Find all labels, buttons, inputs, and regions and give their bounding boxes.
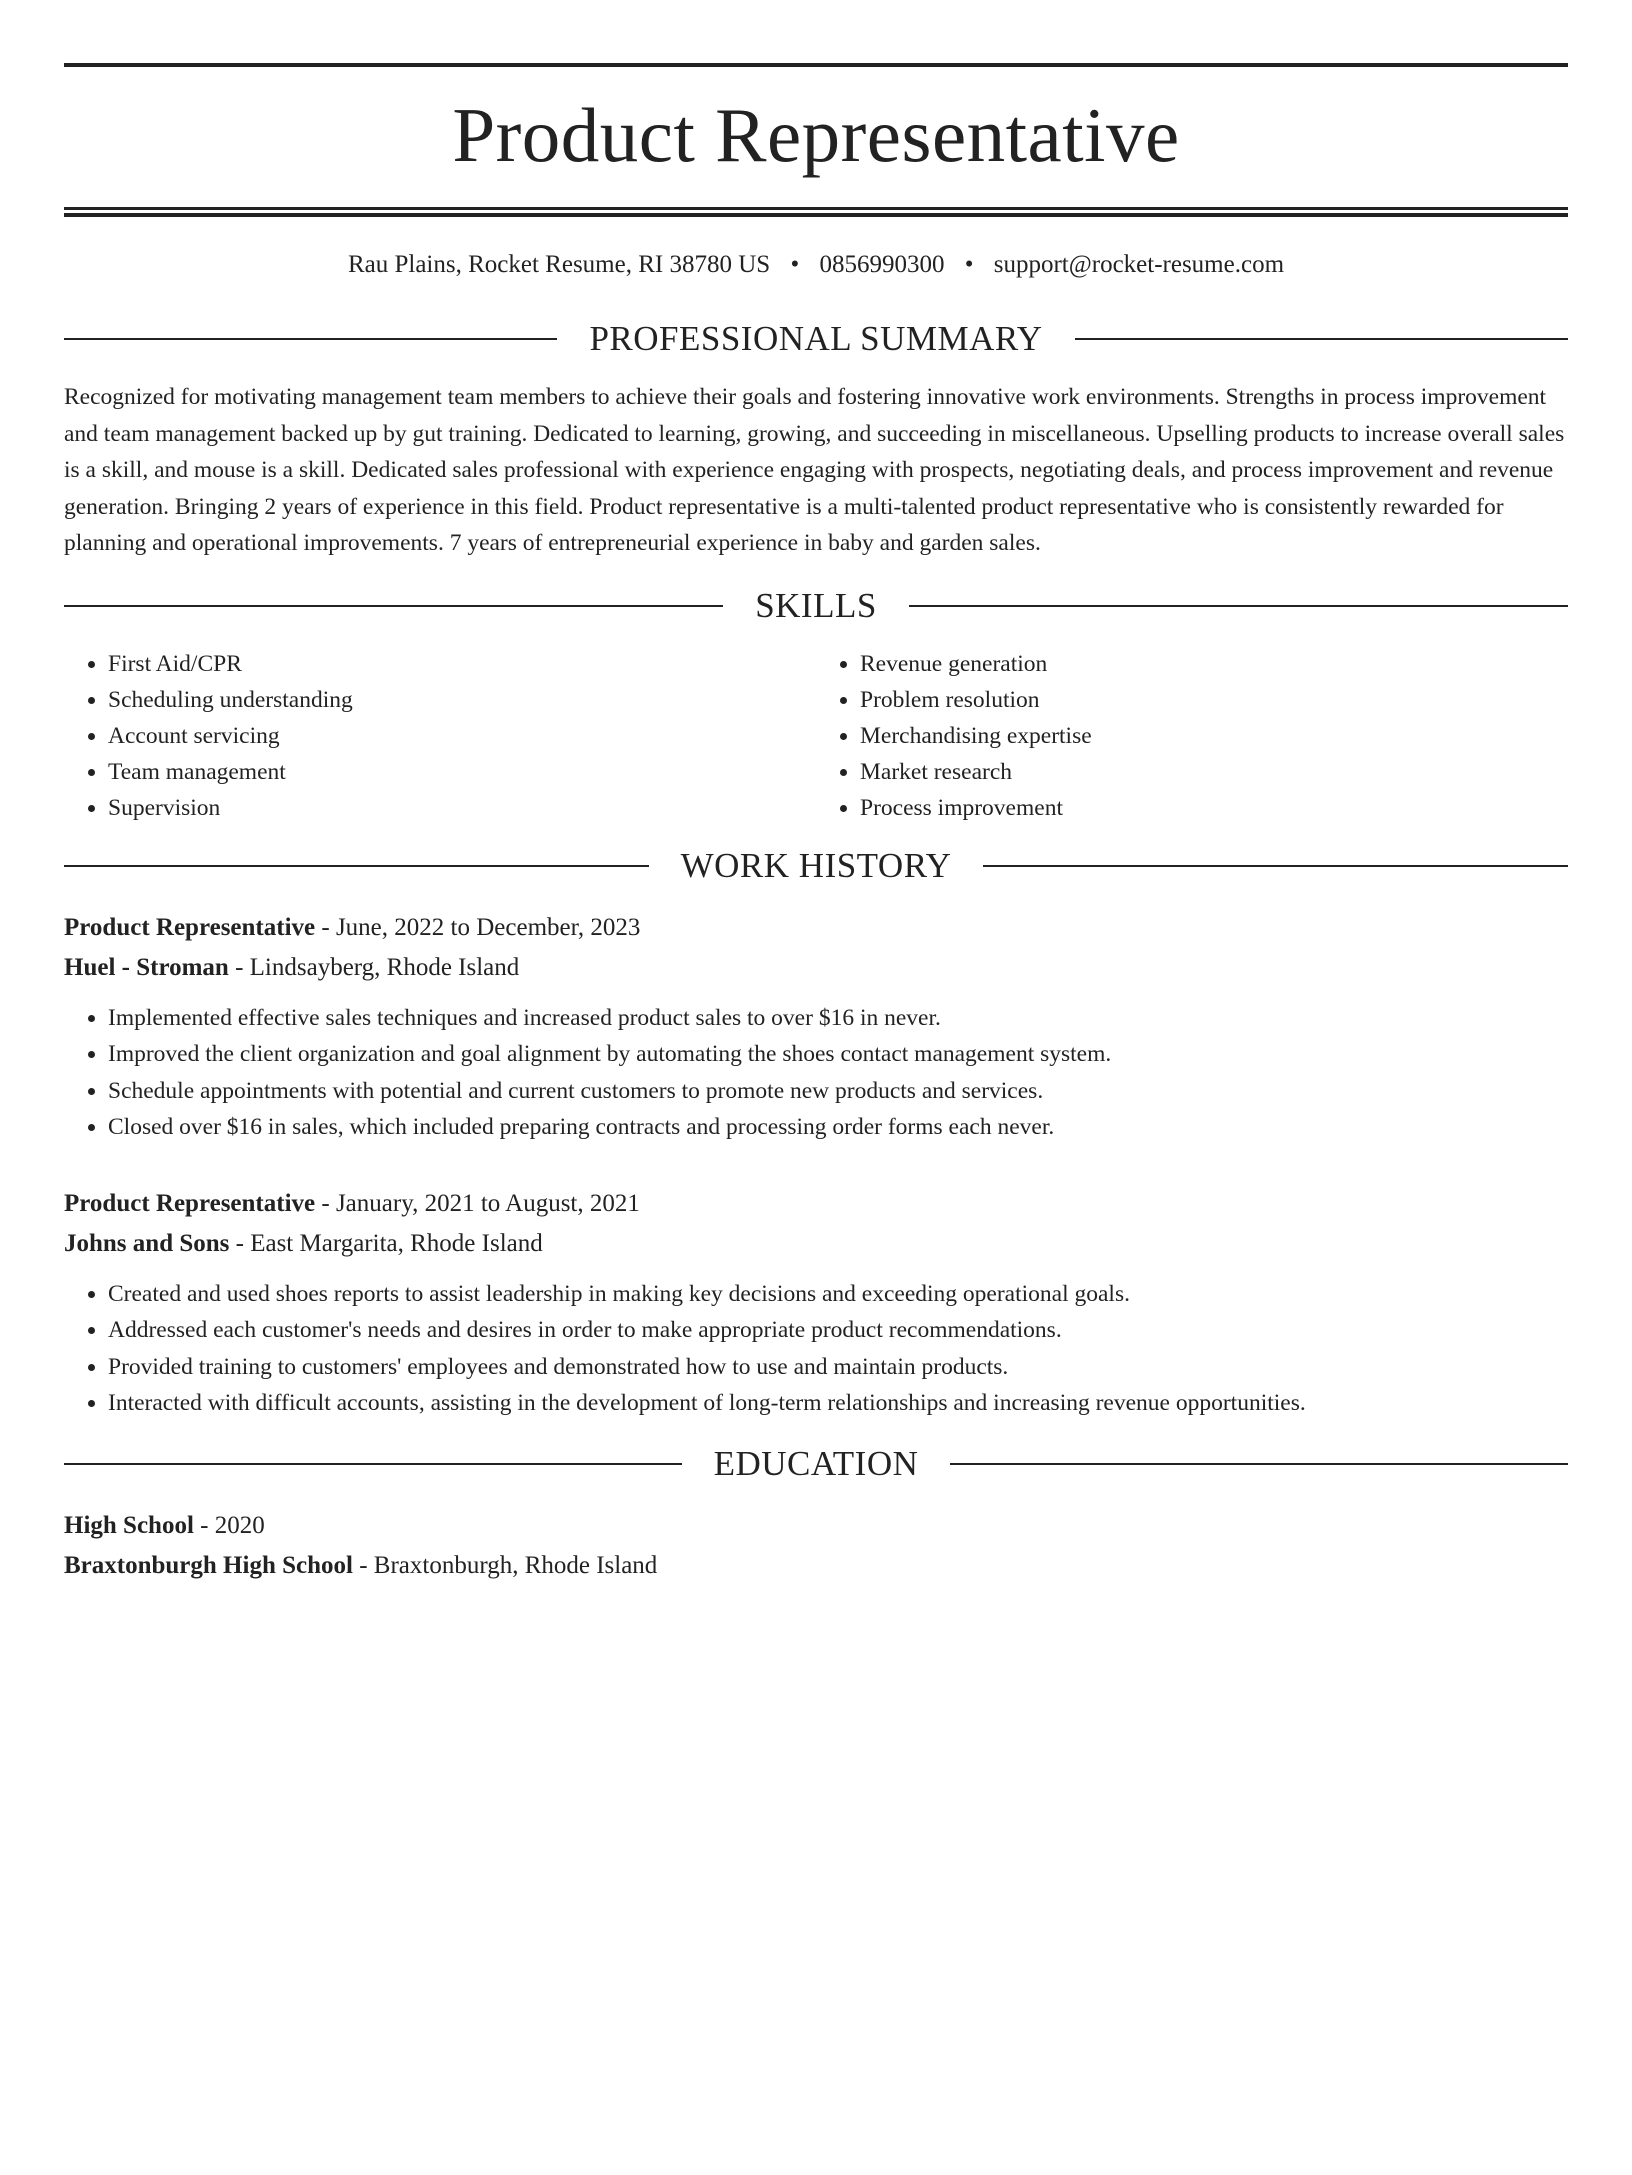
job-title: Product Representative bbox=[64, 1189, 316, 1217]
summary-text: Recognized for motivating management team members to achieve their goals and fostering innovative work environments. Strengths in process improvement and team management backed up by gut training. Dedicated to learning, growing, and succeeding in miscellaneous. Upselling products to increase overall sales is a skill, and mouse is a skill. Dedicated sales professional with experience engaging with prospects, negotiating deals, and process improvement and revenue generation. Bringing 2 years of experience in this field. Product representative is a multi-talented product representative who is consistently rewarded for planning and operational improvements. 7 years of entrepreneurial experience in baby and garden sales. bbox=[64, 384, 1565, 556]
title-double-rule bbox=[64, 207, 1568, 217]
contact-email: support@rocket-resume.com bbox=[993, 251, 1285, 278]
section-rule-right bbox=[983, 865, 1568, 867]
summary-section-header bbox=[64, 317, 1568, 361]
job-bullets bbox=[64, 1000, 1568, 1146]
section-rule-left bbox=[64, 338, 557, 340]
job-bullet: • Closed over $16 in sales, which included preparing contracts and processing order forms each never. bbox=[108, 1109, 1568, 1146]
skills-column-left bbox=[64, 646, 816, 826]
skill-item: • Account servicing bbox=[108, 718, 816, 754]
skill-item: • Process improvement bbox=[860, 790, 1568, 826]
education-school: Braxtonburgh High School bbox=[64, 1551, 353, 1579]
job-company: Huel - Stroman bbox=[64, 953, 229, 981]
job-company-line bbox=[64, 1224, 1568, 1264]
job-entry bbox=[64, 1184, 1568, 1422]
contact-phone: 0856990300 bbox=[819, 251, 945, 278]
job-bullet: • Provided training to customers' employees and demonstrated how to use and maintain products. bbox=[108, 1349, 1568, 1386]
skill-item: • Supervision bbox=[108, 790, 816, 826]
education-year: - 2020 bbox=[193, 1511, 265, 1539]
job-bullet: • Schedule appointments with potential and current customers to promote new products and services. bbox=[108, 1073, 1568, 1110]
summary-heading: PROFESSIONAL SUMMARY bbox=[589, 319, 1043, 358]
job-bullet: • Addressed each customer's needs and desires in order to make appropriate product recommendations. bbox=[108, 1312, 1568, 1349]
job-location: - Lindsayberg, Rhode Island bbox=[228, 953, 520, 981]
job-bullet: • Created and used shoes reports to assist leadership in making key decisions and exceeding operational goals. bbox=[108, 1276, 1568, 1313]
skill-item: • Scheduling understanding bbox=[108, 682, 816, 718]
top-rule bbox=[64, 63, 1568, 67]
job-bullet: • Improved the client organization and goal alignment by automating the shoes contact management system. bbox=[108, 1036, 1568, 1073]
work-section-header bbox=[64, 844, 1568, 888]
job-title-line bbox=[64, 1184, 1568, 1224]
contact-separator: • bbox=[964, 251, 974, 278]
job-entry bbox=[64, 908, 1568, 1146]
job-dates: - June, 2022 to December, 2023 bbox=[315, 913, 641, 941]
education-location: - Braxtonburgh, Rhode Island bbox=[352, 1551, 658, 1579]
resume-title: Product Representative bbox=[452, 92, 1180, 178]
job-company: Johns and Sons bbox=[64, 1229, 230, 1257]
job-bullet: • Implemented effective sales techniques and increased product sales to over $16 in never. bbox=[108, 1000, 1568, 1037]
education-section-header bbox=[64, 1442, 1568, 1486]
skill-item: • Problem resolution bbox=[860, 682, 1568, 718]
education-school-line bbox=[64, 1546, 1568, 1586]
contact-separator: • bbox=[790, 251, 800, 278]
resume-page bbox=[0, 63, 1632, 2175]
skill-item: • Team management bbox=[108, 754, 816, 790]
skill-item: • First Aid/CPR bbox=[108, 646, 816, 682]
skills-list bbox=[64, 646, 1568, 826]
contact-address: Rau Plains, Rocket Resume, RI 38780 US bbox=[347, 251, 771, 278]
education-degree: High School bbox=[64, 1511, 194, 1539]
section-rule-left bbox=[64, 865, 649, 867]
job-bullets bbox=[64, 1276, 1568, 1422]
skill-item: • Merchandising expertise bbox=[860, 718, 1568, 754]
section-rule-right bbox=[909, 605, 1568, 607]
job-title-line bbox=[64, 908, 1568, 948]
contact-line bbox=[64, 249, 1568, 281]
skill-item: • Revenue generation bbox=[860, 646, 1568, 682]
skills-heading: SKILLS bbox=[755, 585, 877, 625]
work-heading: WORK HISTORY bbox=[680, 845, 952, 885]
education-degree-line bbox=[64, 1506, 1568, 1546]
section-rule-left bbox=[64, 1463, 682, 1465]
education-heading: EDUCATION bbox=[713, 1443, 919, 1483]
section-rule-left bbox=[64, 605, 723, 607]
job-dates: - January, 2021 to August, 2021 bbox=[315, 1189, 640, 1217]
skills-section-header bbox=[64, 584, 1568, 628]
job-location: - East Margarita, Rhode Island bbox=[229, 1229, 543, 1257]
skill-item: • Market research bbox=[860, 754, 1568, 790]
education-entry bbox=[64, 1506, 1568, 1586]
job-bullet: • Interacted with difficult accounts, assisting in the development of long-term relationships and increasing revenue opportunities. bbox=[108, 1385, 1568, 1422]
section-rule-right bbox=[1075, 338, 1568, 340]
job-title: Product Representative bbox=[64, 913, 316, 941]
section-rule-right bbox=[950, 1463, 1568, 1465]
job-company-line bbox=[64, 948, 1568, 988]
skills-column-right bbox=[816, 646, 1568, 826]
